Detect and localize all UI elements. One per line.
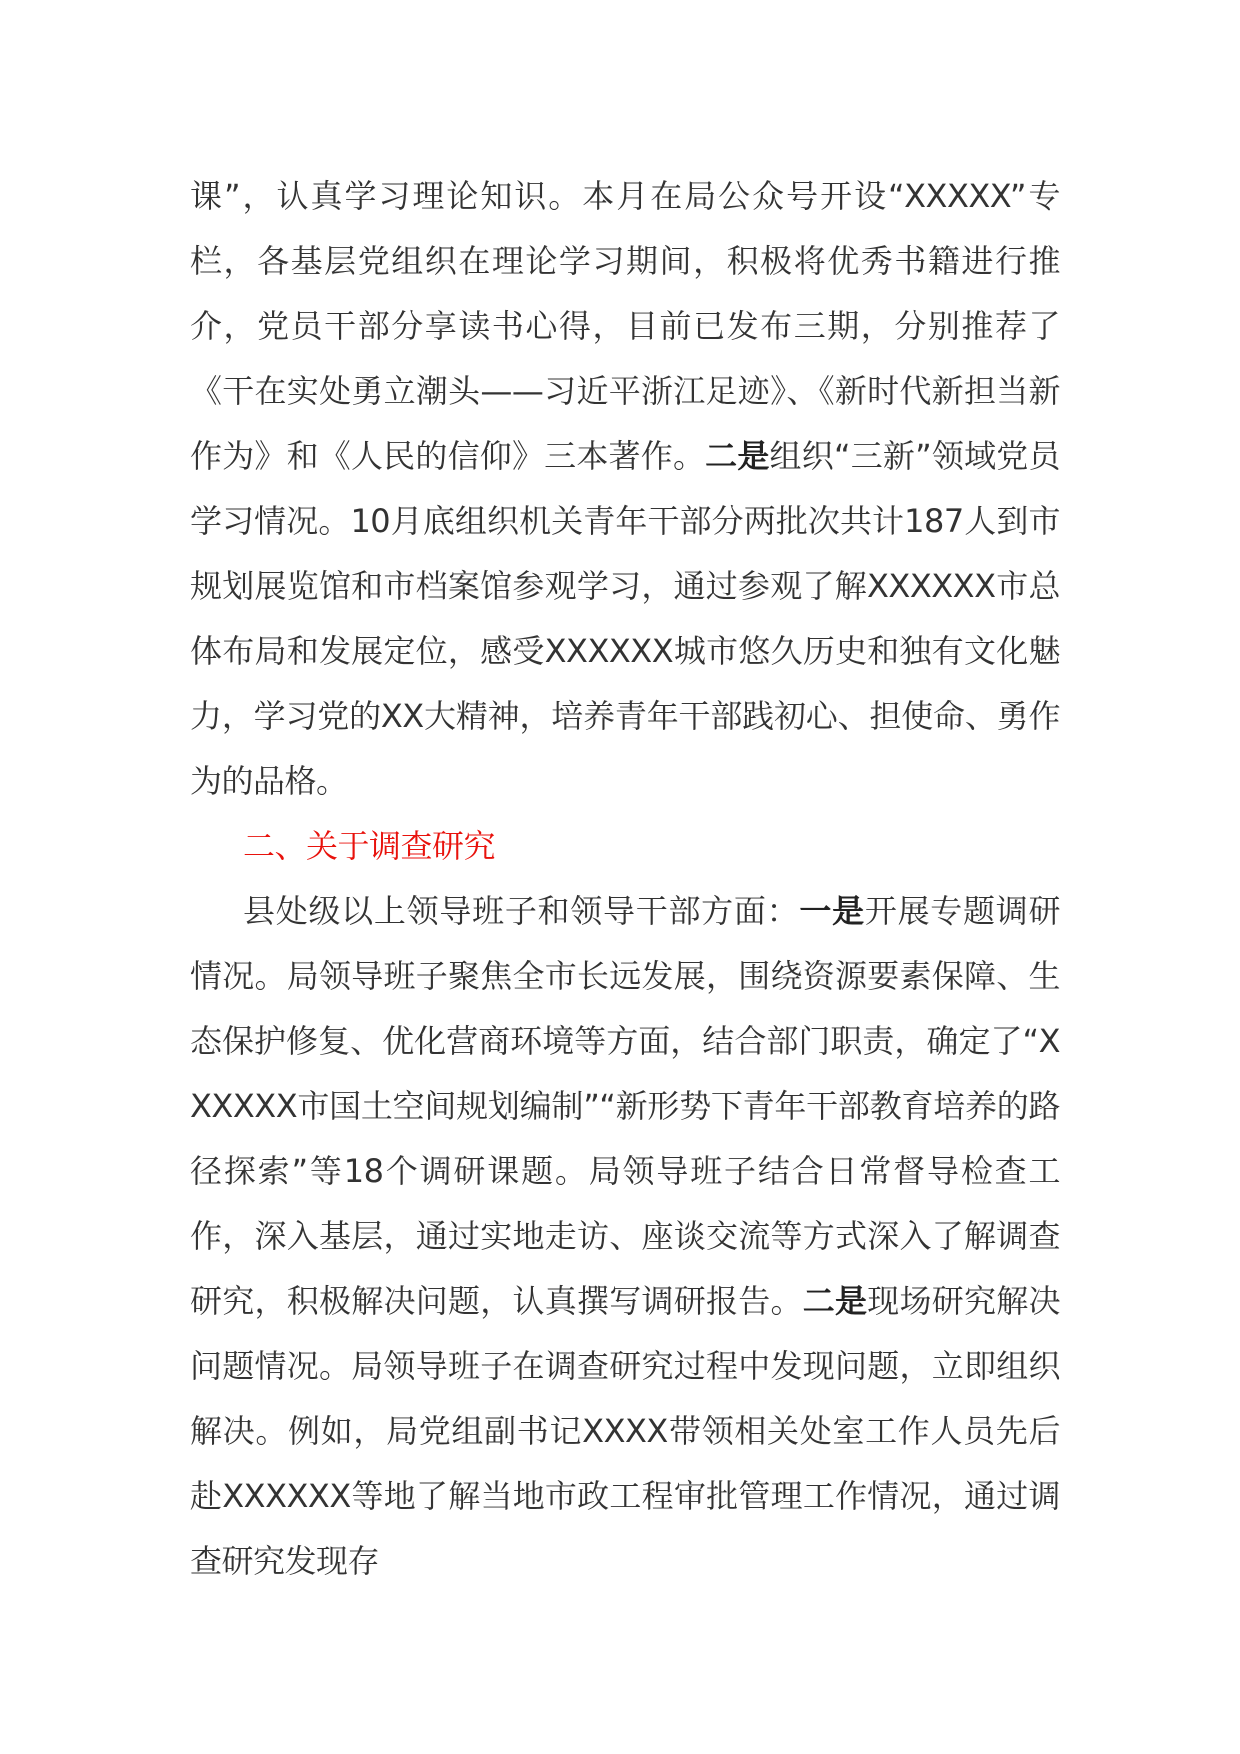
paragraph-2-text-a: 县处级以上领导班子和领导干部方面： [243, 892, 800, 930]
paragraph-2-text-b: 开展专题调研情况。局领导班子聚焦全市长远发展，围绕资源要素保障、生态保护修复、优化营商环境等方面，结合部门职责，确定了“XXXXXX市国土空间规划编制”“新形势下青年干部教育培养的路径探索”等18个调研课题。局领导班子结合日常督导检查工作，深入基层，通过实地走访、座谈交流等方式深入了解调查研究，积极解决问题，认真撰写调研报告。 [190, 892, 1060, 1320]
paragraph-2-bold-marker-1: 一是 [799, 892, 865, 930]
paragraph-2-text-c: 现场研究解决问题情况。局领导班子在调查研究过程中发现问题，立即组织解决。例如，局党组副书记XXXX带领相关处室工作人员先后赴XXXXXX等地了解当地市政工程审批管理工作情况，通过调查研究发现存 [190, 1282, 1060, 1580]
paragraph-1-text-a: 课”，认真学习理论知识。本月在局公众号开设“XXXXX”专栏，各基层党组织在理论学习期间，积极将优秀书籍进行推介，党员干部分享读书心得，目前已发布三期，分别推荐了《干在实处勇立潮头——习近平浙江足迹》、《新时代新担当新作为》和《人民的信仰》三本著作。 [190, 177, 1060, 475]
section-heading-research: 二、关于调查研究 [243, 827, 496, 865]
paragraph-research [190, 879, 1060, 1594]
paragraph-1-bold-marker: 二是 [705, 437, 770, 475]
document-body [190, 164, 1060, 1594]
paragraph-1-text-b: 组织“三新”领域党员学习情况。10月底组织机关青年干部分两批次共计187人到市规划展览馆和市档案馆参观学习，通过参观了解XXXXXX市总体布局和发展定位，感受XXXXXX城市悠久历史和独有文化魅力，学习党的XX大精神，培养青年干部践初心、担使命、勇作为的品格。 [190, 437, 1060, 800]
paragraph-theory-study [190, 164, 1060, 814]
paragraph-2-bold-marker-2: 二是 [802, 1282, 868, 1320]
